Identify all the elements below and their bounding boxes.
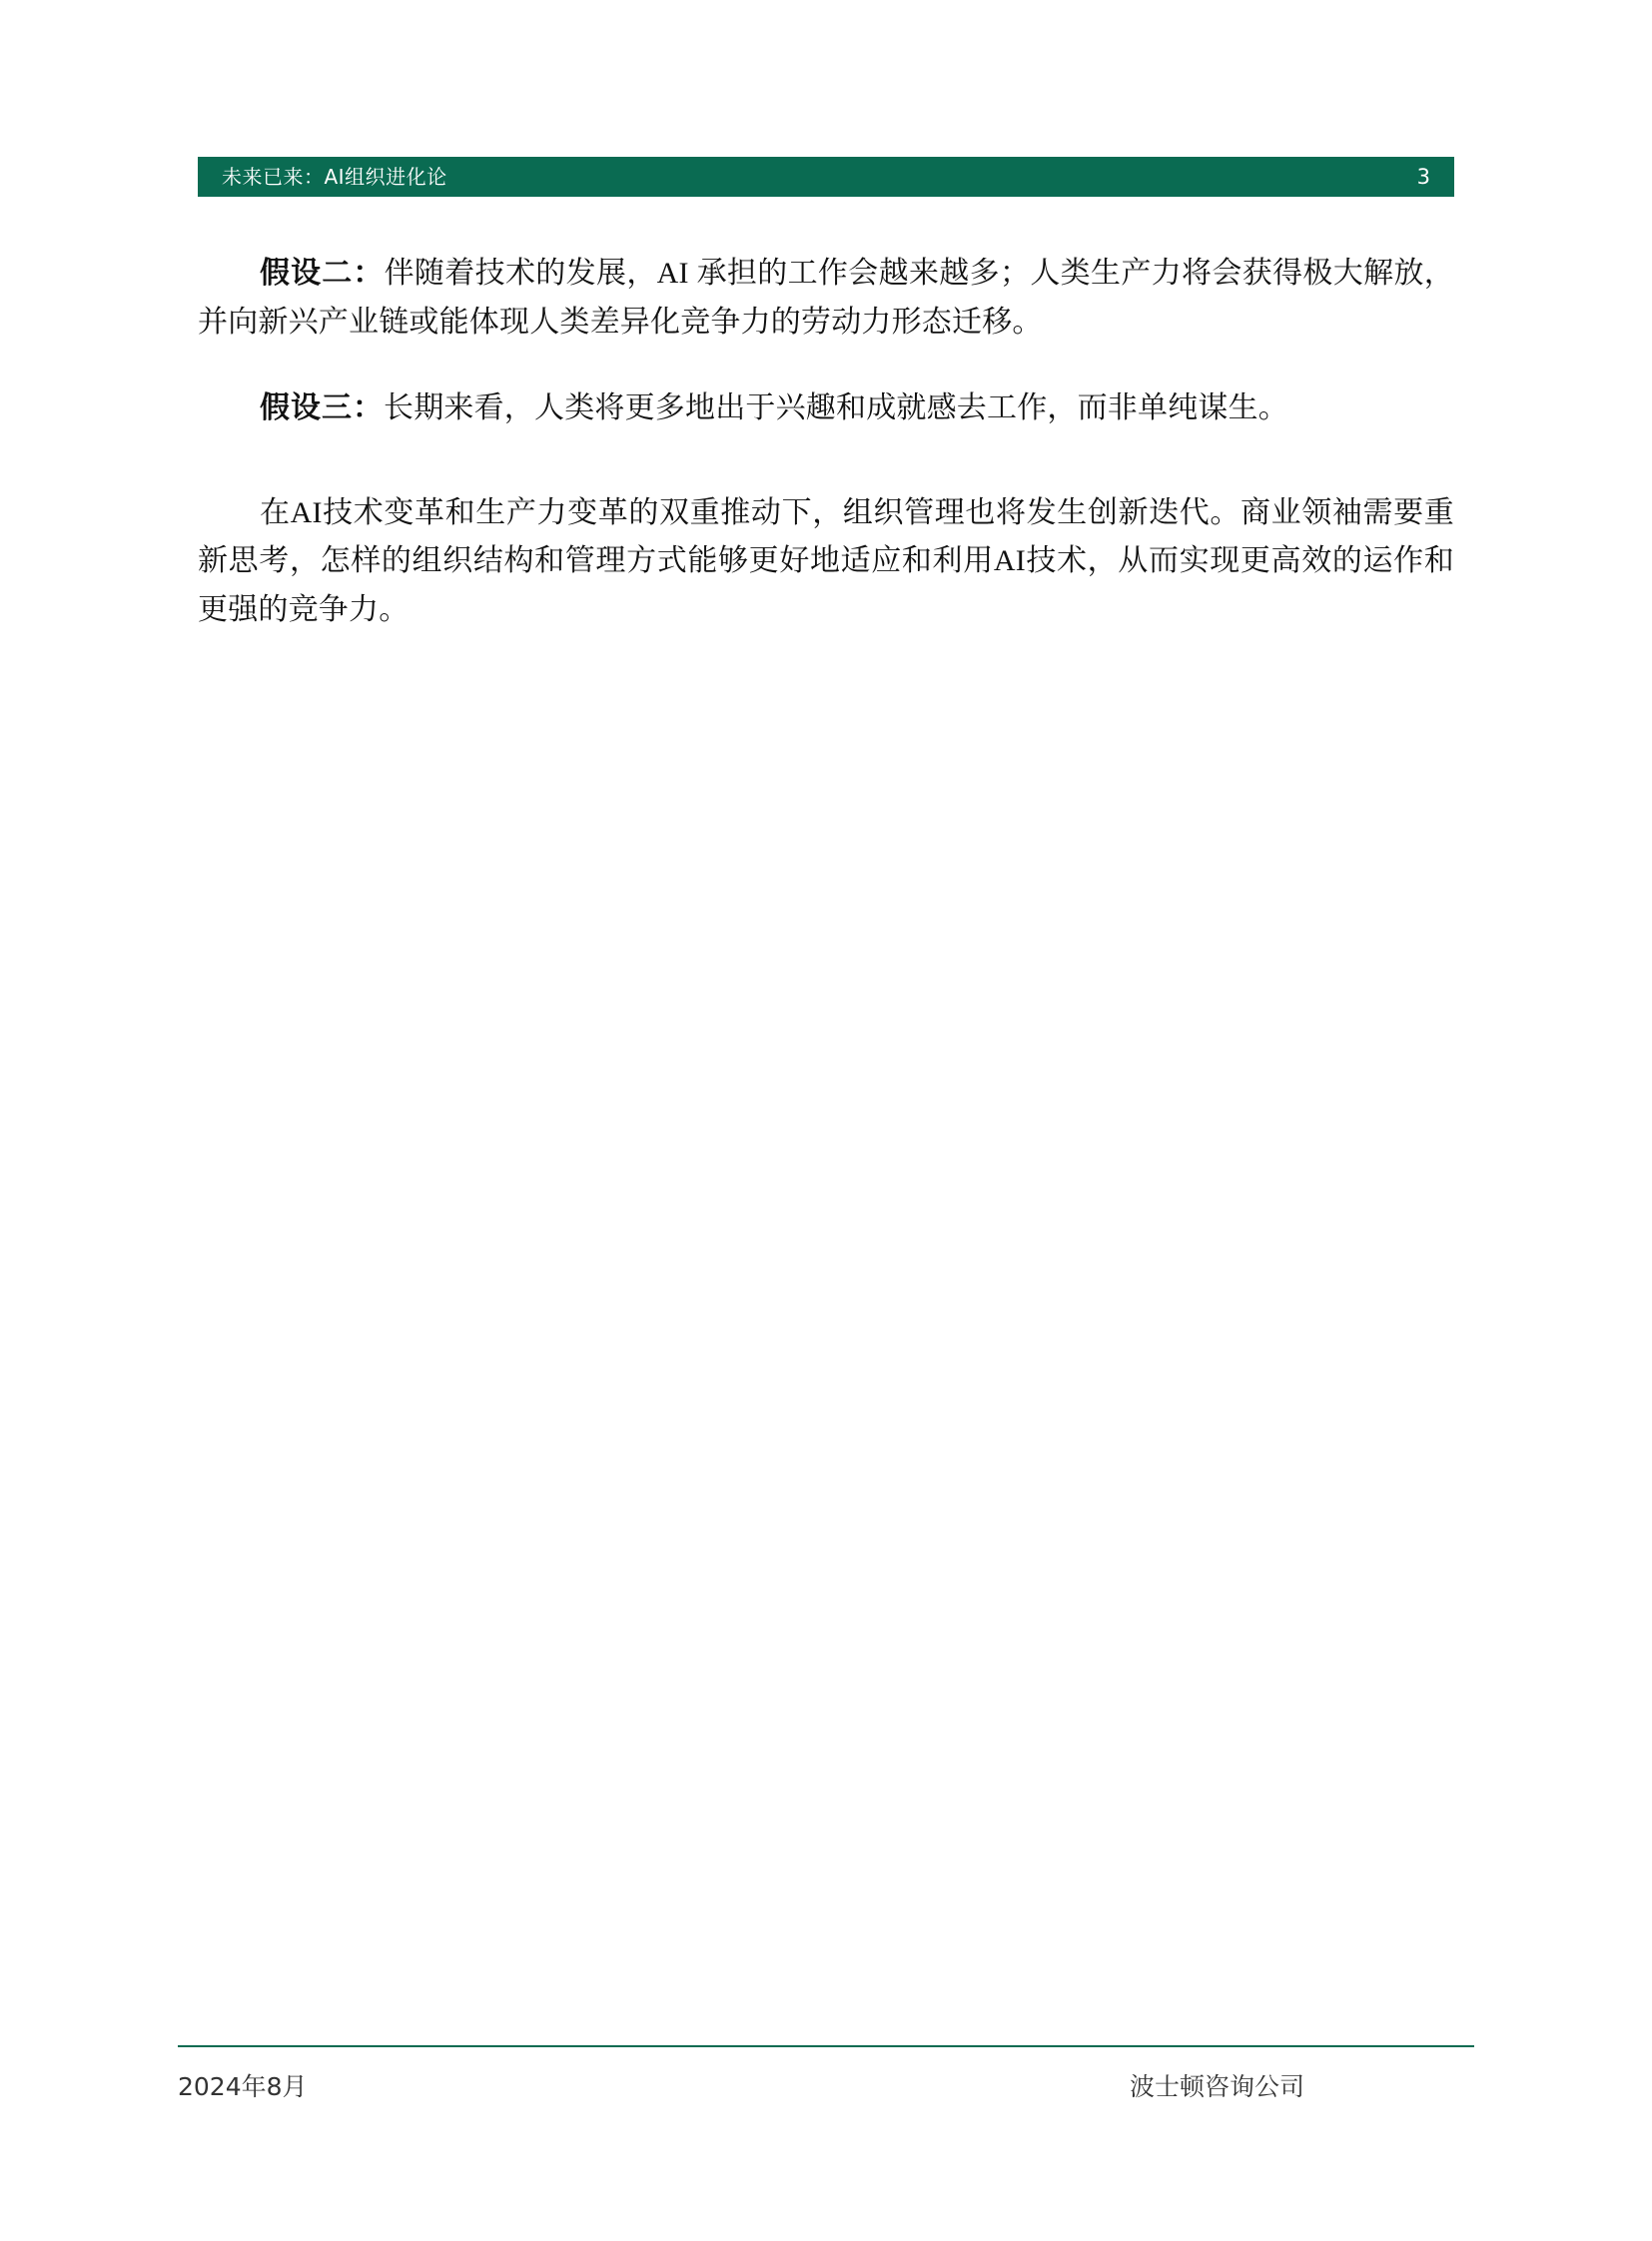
- footer-date: 2024年8月: [178, 2072, 308, 2101]
- assumption-two-label: 假设二：: [260, 256, 385, 291]
- closing-text: 在AI技术变革和生产力变革的双重推动下，组织管理也将发生创新迭代。商业领袖需要重新思考，怎样的组织结构和管理方式能够更好地适应和利用AI技术，从而实现更高效的运作和更强的竞争力。: [198, 495, 1454, 626]
- page-header-band: [198, 157, 1454, 197]
- paragraph-assumption-two: [198, 250, 1454, 347]
- paragraph-closing: [198, 489, 1454, 635]
- document-body: [198, 250, 1454, 635]
- page-number: 3: [1416, 164, 1430, 189]
- assumption-three-label: 假设三：: [260, 390, 384, 426]
- footer-divider: [178, 2045, 1474, 2047]
- document-title: 未来已来：AI组织进化论: [222, 165, 447, 189]
- paragraph-assumption-three: [198, 384, 1454, 433]
- footer-company: 波士顿咨询公司: [1129, 2072, 1304, 2101]
- page-footer: [178, 2067, 1474, 2103]
- assumption-two-text: 伴随着技术的发展，AI 承担的工作会越来越多；人类生产力将会获得极大解放，并向新兴产业链或能体现人类差异化竞争力的劳动力形态迁移。: [198, 257, 1454, 339]
- assumption-three-text: 长期来看，人类将更多地出于兴趣和成就感去工作，而非单纯谋生。: [384, 391, 1288, 425]
